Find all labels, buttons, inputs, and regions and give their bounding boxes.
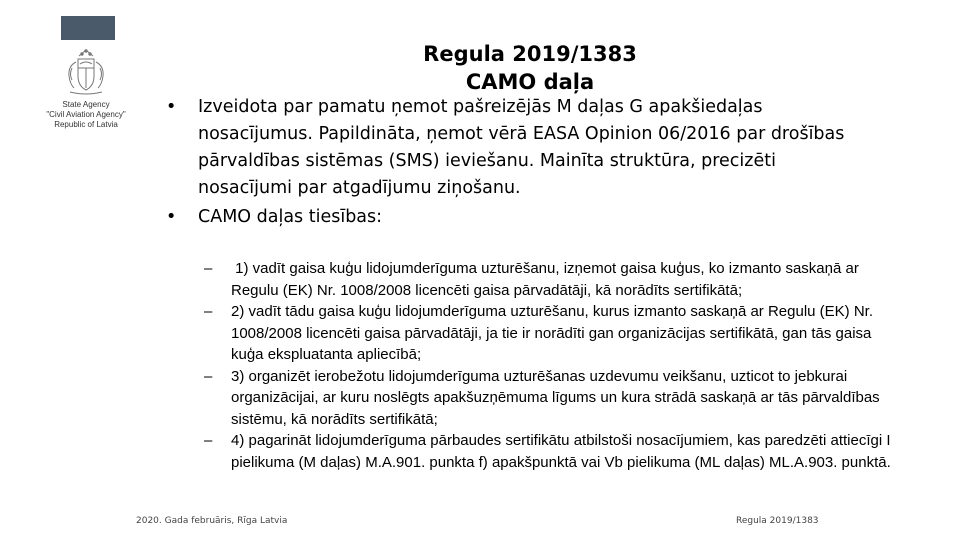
latvia-coat-of-arms-icon [60,48,112,96]
agency-line-2: "Civil Aviation Agency" [46,110,126,119]
sub-list [204,258,904,473]
footer-date: 2020. Gada februāris, Rīga Latvia [136,516,288,526]
sub-item [204,258,904,301]
sub-item [204,366,904,431]
sub-marker: – [204,432,213,449]
sub-item [204,301,904,366]
sub-marker: – [204,260,213,277]
agency-line-3: Republic of Latvia [54,120,118,129]
bullet-item [166,204,866,231]
page-title [380,40,680,96]
bullet-item [166,94,866,202]
bullet-marker: • [166,97,177,117]
title-line-2: CAMO daļa [465,70,595,94]
title-line-1: Regula 2019/1383 [423,42,637,66]
bullet-list [166,94,866,233]
agency-line-1: State Agency [62,100,110,109]
sub-marker: – [204,303,213,320]
agency-name [32,100,140,130]
footer-regulation: Regula 2019/1383 [736,516,819,526]
bullet-text: Izveidota par pamatu ņemot pašreizējās M daļas G apakšiedaļas nosacījumus. Papildināta, ņemot vērā EASA Opinion 06/2016 par drošības pārvaldības sistēmas (SMS) ieviešanu. Mainīta struktūra, precizēti nosacījumi par atgadījumu ziņošanu. [198,97,845,198]
bullet-text: CAMO daļas tiesības: [198,207,383,227]
sub-marker: – [204,367,213,385]
sub-text: 2) vadīt tādu gaisa kuģu lidojumderīguma uzturēšanu, kurus izmanto saskaņā ar Regulu (EK) Nr. 1008/2008 licencēti gaisa pārvadātāji, ja tie ir norādīti gan organizācijas sertifikātā, gan tās gaisa kuģa ekspluatanta apliecībā; [231,303,873,363]
bullet-marker: • [166,207,177,227]
sub-text: 3) organizēt ierobežotu lidojumderīguma uzturēšanas uzdevumu veikšanu, uzticot to jebkurai organizācijai, ar kuru noslēgts apakšuzņēmuma līgums un kura strādā saskaņā ar tās pārvaldības sistēmu, kā norādīts sertifikātā; [231,367,880,428]
logo-bar [61,16,115,40]
sub-item [204,430,904,473]
sub-text: 4) pagarināt lidojumderīguma pārbaudes sertifikātu atbilstoši nosacījumiem, kas paredzēti attiecīgi I pielikuma (M daļas) M.A.901. punkta f) apakšpunktā vai Vb pielikuma (ML daļas) ML.A.903. punktā. [231,432,891,471]
sub-text: 1) vadīt gaisa kuģu lidojumderīguma uzturēšanu, izņemot gaisa kuģus, ko izmanto saskaņā ar Regulu (EK) Nr. 1008/2008 licencēti gaisa pārvadātāji, kā norādīts sertifikātā; [231,260,864,299]
